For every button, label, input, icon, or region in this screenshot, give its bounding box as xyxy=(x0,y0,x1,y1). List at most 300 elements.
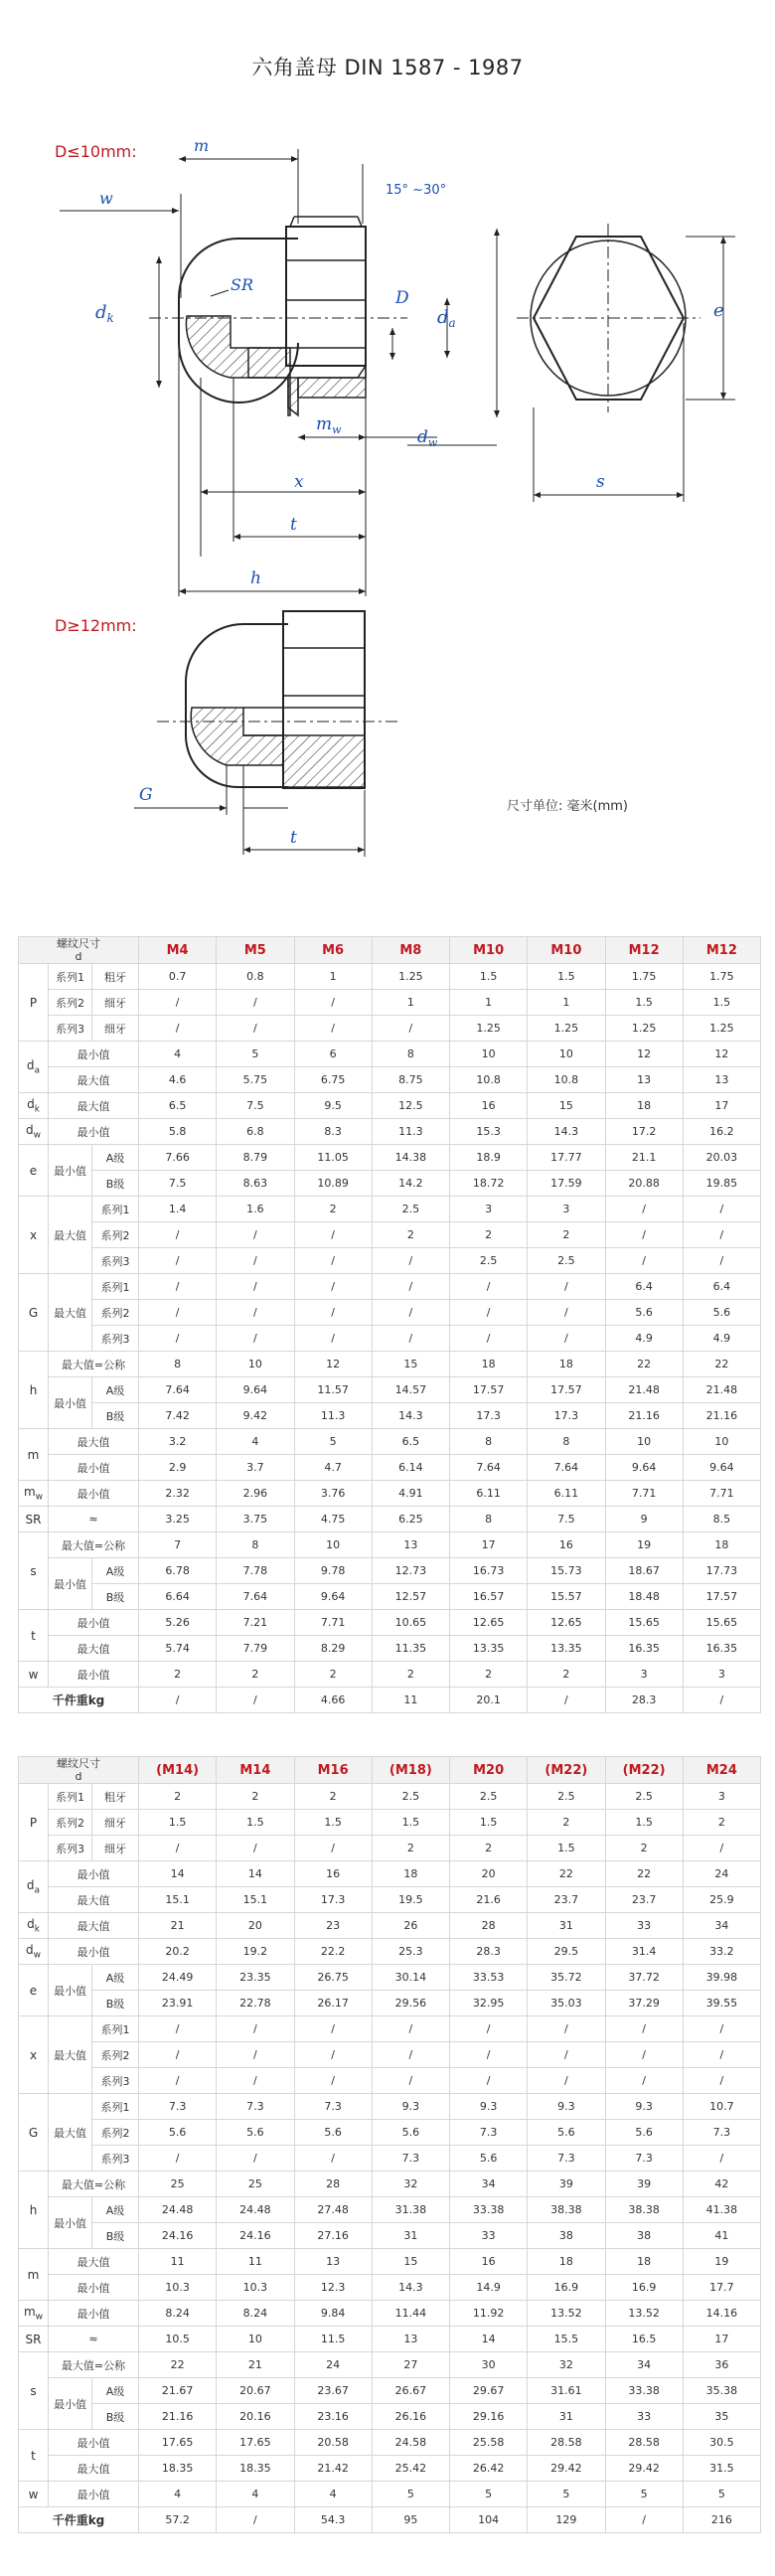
value-cell: 17.73 xyxy=(683,1558,760,1584)
table-row xyxy=(19,1481,761,1507)
value-cell: / xyxy=(139,2146,217,2172)
value-cell: 6.4 xyxy=(605,1274,683,1300)
value-cell: 1.4 xyxy=(139,1197,217,1222)
sub-label-cell: 最大值 xyxy=(49,1429,139,1455)
value-cell: / xyxy=(450,1274,528,1300)
value-cell: 3.75 xyxy=(217,1507,294,1532)
label-large-nut: D≥12mm: xyxy=(55,616,137,635)
sub-label-cell: 最小值 xyxy=(49,1610,139,1636)
value-cell: 57.2 xyxy=(139,2507,217,2533)
value-cell: 6.5 xyxy=(372,1429,449,1455)
param-cell: m xyxy=(19,2249,49,2301)
value-cell: 16 xyxy=(528,1532,605,1558)
value-cell: 5.6 xyxy=(139,2120,217,2146)
value-cell: 4.75 xyxy=(294,1507,372,1532)
sub-label-cell: 最大值 xyxy=(49,2249,139,2275)
sub-label-cell: 最小值 xyxy=(49,1145,92,1197)
value-cell: 28 xyxy=(450,1913,528,1939)
value-cell: 18.35 xyxy=(217,2456,294,2482)
value-cell: 11.3 xyxy=(372,1119,449,1145)
technical-drawing xyxy=(0,0,775,894)
value-cell: 20.67 xyxy=(217,2378,294,2404)
value-cell: 18 xyxy=(528,2249,605,2275)
value-cell: / xyxy=(217,2068,294,2094)
value-cell: 7.71 xyxy=(605,1481,683,1507)
value-cell: 22.2 xyxy=(294,1939,372,1965)
value-cell: / xyxy=(528,2016,605,2042)
value-cell: 7.5 xyxy=(528,1507,605,1532)
value-cell: / xyxy=(372,1300,449,1326)
thread-size-header xyxy=(19,1757,139,1784)
table-row xyxy=(19,2507,761,2533)
value-cell: 21.48 xyxy=(605,1377,683,1403)
value-cell: 6.11 xyxy=(450,1481,528,1507)
value-cell: 17.57 xyxy=(450,1377,528,1403)
value-cell: / xyxy=(217,1016,294,1042)
sub-label-cell: B级 xyxy=(92,1991,139,2016)
value-cell: 29.5 xyxy=(528,1939,605,1965)
value-cell: 15.3 xyxy=(450,1119,528,1145)
table-header-row xyxy=(19,937,761,964)
dim-dk: $d_k$ xyxy=(95,302,114,325)
value-cell: 24.49 xyxy=(139,1965,217,1991)
dim-t-large: t xyxy=(290,828,297,848)
table-row xyxy=(19,2327,761,2352)
value-cell: 29.67 xyxy=(450,2378,528,2404)
param-cell: G xyxy=(19,1274,49,1352)
value-cell: 2 xyxy=(294,1662,372,1688)
value-cell: 5.6 xyxy=(605,1300,683,1326)
table-row xyxy=(19,1939,761,1965)
param-cell: P xyxy=(19,1784,49,1861)
table-row xyxy=(19,1352,761,1377)
value-cell: 31.4 xyxy=(605,1939,683,1965)
value-cell: 11.92 xyxy=(450,2301,528,2327)
value-cell: / xyxy=(139,2042,217,2068)
value-cell: 8 xyxy=(372,1042,449,1067)
table-row xyxy=(19,1913,761,1939)
sub-label-cell: 最小值 xyxy=(49,2482,139,2507)
param-cell: $d_a$ xyxy=(19,1042,49,1093)
sub-label-cell: 系列3 xyxy=(92,2146,139,2172)
value-cell: 1.25 xyxy=(605,1016,683,1042)
thread-size-header xyxy=(19,937,139,964)
value-cell: / xyxy=(450,1326,528,1352)
value-cell: 23.35 xyxy=(217,1965,294,1991)
value-cell: 18 xyxy=(528,1352,605,1377)
value-cell: 5.6 xyxy=(372,2120,449,2146)
sub-label-cell: ≈ xyxy=(49,1507,139,1532)
value-cell: / xyxy=(139,1248,217,1274)
value-cell: 26.75 xyxy=(294,1965,372,1991)
value-cell: 9.64 xyxy=(683,1455,760,1481)
param-cell: t xyxy=(19,2430,49,2482)
value-cell: / xyxy=(217,2146,294,2172)
sub-label-cell: 最小值 xyxy=(49,1455,139,1481)
value-cell: 14.38 xyxy=(372,1145,449,1171)
table-row xyxy=(19,1197,761,1222)
value-cell: 35.03 xyxy=(528,1991,605,2016)
param-cell: $d_k$ xyxy=(19,1913,49,1939)
table-row xyxy=(19,1507,761,1532)
value-cell: / xyxy=(217,1326,294,1352)
value-cell: 36 xyxy=(683,2352,760,2378)
value-cell: 25.9 xyxy=(683,1887,760,1913)
value-cell: 11.35 xyxy=(372,1636,449,1662)
value-cell: / xyxy=(139,990,217,1016)
value-cell: 15.5 xyxy=(528,2327,605,2352)
value-cell: 17.7 xyxy=(683,2275,760,2301)
size-header: M6 xyxy=(294,937,372,964)
value-cell: 2.9 xyxy=(139,1455,217,1481)
value-cell: / xyxy=(605,1248,683,1274)
table-row xyxy=(19,2482,761,2507)
value-cell: 38 xyxy=(528,2223,605,2249)
corner-label: 螺纹尺寸 xyxy=(57,1757,100,1770)
value-cell: 6.75 xyxy=(294,1067,372,1093)
sub-label-cell: A级 xyxy=(92,1377,139,1403)
value-cell: 15 xyxy=(528,1093,605,1119)
value-cell: 28.3 xyxy=(605,1688,683,1713)
value-cell: 2 xyxy=(528,1222,605,1248)
value-cell: 5.6 xyxy=(528,2120,605,2146)
value-cell: 1.75 xyxy=(605,964,683,990)
value-cell: 5.6 xyxy=(683,1300,760,1326)
value-cell: 33 xyxy=(450,2223,528,2249)
value-cell: 24.16 xyxy=(217,2223,294,2249)
value-cell: / xyxy=(139,1326,217,1352)
value-cell: 1 xyxy=(528,990,605,1016)
table-row xyxy=(19,1887,761,1913)
table-row xyxy=(19,2223,761,2249)
value-cell: / xyxy=(294,2068,372,2094)
size-header: M12 xyxy=(605,937,683,964)
table-row xyxy=(19,1377,761,1403)
value-cell: 1.5 xyxy=(217,1810,294,1836)
value-cell: 7.71 xyxy=(294,1610,372,1636)
value-cell: 9.78 xyxy=(294,1558,372,1584)
sub-label-cell: 最大值=公称 xyxy=(49,1352,139,1377)
value-cell: 17.65 xyxy=(217,2430,294,2456)
table-row xyxy=(19,2146,761,2172)
table-row xyxy=(19,1429,761,1455)
value-cell: / xyxy=(139,2016,217,2042)
value-cell: / xyxy=(139,1016,217,1042)
value-cell: 32.95 xyxy=(450,1991,528,2016)
value-cell: 2 xyxy=(139,1784,217,1810)
value-cell: 12 xyxy=(294,1352,372,1377)
sub-label-cell: 最大值 xyxy=(49,2016,92,2094)
value-cell: 17 xyxy=(450,1532,528,1558)
value-cell: 16.2 xyxy=(683,1119,760,1145)
value-cell: / xyxy=(528,1300,605,1326)
value-cell: 18 xyxy=(372,1861,449,1887)
value-cell: 11.3 xyxy=(294,1403,372,1429)
value-cell: / xyxy=(605,1222,683,1248)
value-cell: 23.91 xyxy=(139,1991,217,2016)
value-cell: 26 xyxy=(372,1913,449,1939)
value-cell: 10.65 xyxy=(372,1610,449,1636)
table-row xyxy=(19,1222,761,1248)
value-cell: 16 xyxy=(450,2249,528,2275)
size-header: (M22) xyxy=(605,1757,683,1784)
value-cell: 14 xyxy=(139,1861,217,1887)
value-cell: 1.5 xyxy=(528,964,605,990)
sub-label-cell: 系列2 xyxy=(49,1810,92,1836)
value-cell: 32 xyxy=(528,2352,605,2378)
value-cell: 31.61 xyxy=(528,2378,605,2404)
value-cell: / xyxy=(683,1222,760,1248)
value-cell: 14 xyxy=(217,1861,294,1887)
sub-label-cell: 系列2 xyxy=(92,1300,139,1326)
sub-label-cell: 最大值=公称 xyxy=(49,2352,139,2378)
table-row xyxy=(19,1248,761,1274)
value-cell: 41 xyxy=(683,2223,760,2249)
value-cell: 10 xyxy=(294,1532,372,1558)
table-row xyxy=(19,1688,761,1713)
value-cell: 30 xyxy=(450,2352,528,2378)
value-cell: 1 xyxy=(372,990,449,1016)
value-cell: 9.3 xyxy=(372,2094,449,2120)
hatched-section-large xyxy=(191,708,283,765)
value-cell: / xyxy=(217,1222,294,1248)
value-cell: 15 xyxy=(372,1352,449,1377)
value-cell: 3 xyxy=(528,1197,605,1222)
value-cell: 6.8 xyxy=(217,1119,294,1145)
value-cell: 5 xyxy=(372,2482,449,2507)
value-cell: 18.35 xyxy=(139,2456,217,2482)
value-cell: / xyxy=(294,2016,372,2042)
table-row xyxy=(19,1274,761,1300)
value-cell: 17.3 xyxy=(294,1887,372,1913)
table-row xyxy=(19,1584,761,1610)
table-row xyxy=(19,2120,761,2146)
table-row xyxy=(19,2301,761,2327)
value-cell: 4.66 xyxy=(294,1688,372,1713)
dim-g: G xyxy=(139,785,153,805)
param-cell: G xyxy=(19,2094,49,2172)
value-cell: 13 xyxy=(294,2249,372,2275)
value-cell: 25.3 xyxy=(372,1939,449,1965)
value-cell: 7.66 xyxy=(139,1145,217,1171)
sub-label-cell: 最小值 xyxy=(49,2275,139,2301)
value-cell: / xyxy=(217,1248,294,1274)
table-row xyxy=(19,1455,761,1481)
value-cell: 3.25 xyxy=(139,1507,217,1532)
value-cell: / xyxy=(294,990,372,1016)
dim-w: w xyxy=(99,189,113,208)
dim-m: m xyxy=(194,136,210,155)
value-cell: 13 xyxy=(605,1067,683,1093)
value-cell: 27.16 xyxy=(294,2223,372,2249)
value-cell: 22 xyxy=(683,1352,760,1377)
value-cell: 20.88 xyxy=(605,1171,683,1197)
value-cell: / xyxy=(294,1222,372,1248)
value-cell: 21.6 xyxy=(450,1887,528,1913)
value-cell: / xyxy=(139,1300,217,1326)
sub-label-cell: 系列2 xyxy=(92,2042,139,2068)
value-cell: 20 xyxy=(450,1861,528,1887)
value-cell: 31 xyxy=(528,2404,605,2430)
param-cell: x xyxy=(19,2016,49,2094)
value-cell: 20.2 xyxy=(139,1939,217,1965)
value-cell: 0.8 xyxy=(217,964,294,990)
size-header: (M22) xyxy=(528,1757,605,1784)
param-cell: $d_w$ xyxy=(19,1119,49,1145)
value-cell: 3 xyxy=(605,1662,683,1688)
value-cell: 2.5 xyxy=(450,1784,528,1810)
value-cell: / xyxy=(372,1274,449,1300)
sub-label-cell: 细牙 xyxy=(92,1836,139,1861)
sub-label-cell: 系列2 xyxy=(92,2120,139,2146)
value-cell: / xyxy=(217,1688,294,1713)
value-cell: 11.57 xyxy=(294,1377,372,1403)
value-cell: 9 xyxy=(605,1507,683,1532)
value-cell: 28.58 xyxy=(528,2430,605,2456)
value-cell: 20 xyxy=(217,1913,294,1939)
value-cell: 216 xyxy=(683,2507,760,2533)
param-cell: P xyxy=(19,964,49,1042)
sub-label-cell: 系列1 xyxy=(49,964,92,990)
value-cell: 33.53 xyxy=(450,1965,528,1991)
sub-label-cell: 最大值 xyxy=(49,2094,92,2172)
value-cell: 17 xyxy=(683,2327,760,2352)
value-cell: 7.3 xyxy=(372,2146,449,2172)
value-cell: 35.72 xyxy=(528,1965,605,1991)
value-cell: / xyxy=(605,1197,683,1222)
value-cell: 11 xyxy=(372,1688,449,1713)
value-cell: 34 xyxy=(683,1913,760,1939)
value-cell: 2 xyxy=(372,1222,449,1248)
value-cell: 18.48 xyxy=(605,1584,683,1610)
table-row xyxy=(19,1810,761,1836)
value-cell: 5 xyxy=(605,2482,683,2507)
value-cell: 14 xyxy=(450,2327,528,2352)
value-cell: 19.85 xyxy=(683,1171,760,1197)
value-cell: / xyxy=(605,2068,683,2094)
table-row xyxy=(19,1171,761,1197)
value-cell: 5.6 xyxy=(450,2146,528,2172)
value-cell: 10 xyxy=(605,1429,683,1455)
param-cell: 千件重kg xyxy=(19,2507,139,2533)
value-cell: 10 xyxy=(217,1352,294,1377)
value-cell: / xyxy=(217,2507,294,2533)
value-cell: 21.67 xyxy=(139,2378,217,2404)
value-cell: / xyxy=(372,2068,449,2094)
value-cell: 33 xyxy=(605,1913,683,1939)
value-cell: 21.16 xyxy=(683,1403,760,1429)
value-cell: 6.78 xyxy=(139,1558,217,1584)
value-cell: 15.73 xyxy=(528,1558,605,1584)
value-cell: 7.78 xyxy=(217,1558,294,1584)
value-cell: 8.24 xyxy=(139,2301,217,2327)
value-cell: 28.58 xyxy=(605,2430,683,2456)
value-cell: / xyxy=(605,2507,683,2533)
value-cell: 9.64 xyxy=(217,1377,294,1403)
dim-x: x xyxy=(294,472,304,492)
value-cell: / xyxy=(217,1274,294,1300)
value-cell: 5 xyxy=(450,2482,528,2507)
value-cell: 20.03 xyxy=(683,1145,760,1171)
value-cell: 15.65 xyxy=(683,1610,760,1636)
value-cell: 12.3 xyxy=(294,2275,372,2301)
dim-sr: SR xyxy=(231,275,254,294)
value-cell: 5 xyxy=(528,2482,605,2507)
value-cell: 22 xyxy=(605,1352,683,1377)
table-row xyxy=(19,1861,761,1887)
value-cell: 1.5 xyxy=(528,1836,605,1861)
value-cell: 5 xyxy=(683,2482,760,2507)
value-cell: 10.3 xyxy=(139,2275,217,2301)
value-cell: 21 xyxy=(217,2352,294,2378)
value-cell: 10 xyxy=(217,2327,294,2352)
value-cell: 19.5 xyxy=(372,1887,449,1913)
label-small-nut: D≤10mm: xyxy=(55,142,137,161)
dim-d: D xyxy=(395,288,409,308)
value-cell: 15.1 xyxy=(217,1887,294,1913)
value-cell: 7.79 xyxy=(217,1636,294,1662)
value-cell: 3 xyxy=(450,1197,528,1222)
value-cell: 15 xyxy=(372,2249,449,2275)
param-cell: h xyxy=(19,1352,49,1429)
value-cell: 28 xyxy=(294,2172,372,2197)
value-cell: 2 xyxy=(217,1784,294,1810)
size-header: (M18) xyxy=(372,1757,449,1784)
sub-label-cell: 最大值 xyxy=(49,1887,139,1913)
value-cell: 5.74 xyxy=(139,1636,217,1662)
table-row xyxy=(19,1016,761,1042)
value-cell: / xyxy=(294,1326,372,1352)
value-cell: 1.25 xyxy=(372,964,449,990)
value-cell: / xyxy=(528,1274,605,1300)
sub-label-cell: 最大值=公称 xyxy=(49,2172,139,2197)
param-cell: $m_w$ xyxy=(19,1481,49,1507)
value-cell: 1.75 xyxy=(683,964,760,990)
sub-label-cell: 系列2 xyxy=(49,990,92,1016)
value-cell: 3.7 xyxy=(217,1455,294,1481)
value-cell: 20.58 xyxy=(294,2430,372,2456)
value-cell: 17.2 xyxy=(605,1119,683,1145)
value-cell: 21.16 xyxy=(605,1403,683,1429)
value-cell: 95 xyxy=(372,2507,449,2533)
value-cell: 1.6 xyxy=(217,1197,294,1222)
value-cell: 29.56 xyxy=(372,1991,449,2016)
value-cell: 13.35 xyxy=(528,1636,605,1662)
value-cell: 22.78 xyxy=(217,1991,294,2016)
value-cell: / xyxy=(605,2042,683,2068)
value-cell: 12 xyxy=(683,1042,760,1067)
value-cell: / xyxy=(372,1016,449,1042)
spec-table-2 xyxy=(18,1756,760,2533)
sub-label-cell: B级 xyxy=(92,1584,139,1610)
value-cell: 21.48 xyxy=(683,1377,760,1403)
value-cell: 17.57 xyxy=(528,1377,605,1403)
param-cell: s xyxy=(19,2352,49,2430)
sub-label-cell: 最小值 xyxy=(49,1119,139,1145)
param-cell: x xyxy=(19,1197,49,1274)
value-cell: 18.72 xyxy=(450,1171,528,1197)
value-cell: 35.38 xyxy=(683,2378,760,2404)
value-cell: / xyxy=(605,2016,683,2042)
table-row xyxy=(19,1403,761,1429)
value-cell: 10.5 xyxy=(139,2327,217,2352)
value-cell: 23.7 xyxy=(605,1887,683,1913)
table-row xyxy=(19,2352,761,2378)
table-row xyxy=(19,2456,761,2482)
sub-label-cell: B级 xyxy=(92,2223,139,2249)
value-cell: 12 xyxy=(605,1042,683,1067)
value-cell: 2 xyxy=(450,1836,528,1861)
